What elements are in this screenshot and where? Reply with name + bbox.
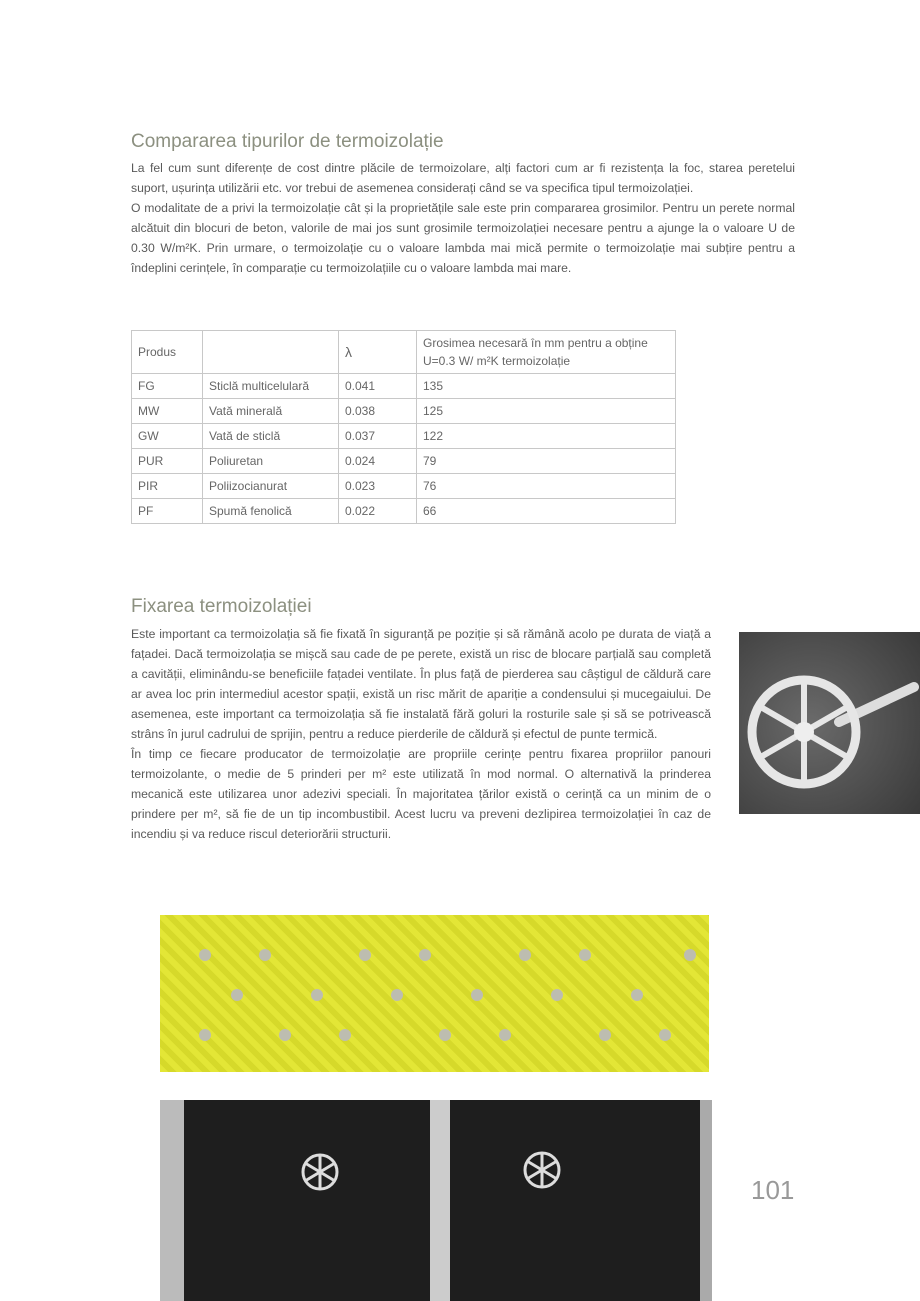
table-cell: 0.041 [339, 374, 417, 399]
fixing-dot [279, 1029, 291, 1041]
table-cell: 0.037 [339, 424, 417, 449]
fixing-dot [551, 989, 563, 1001]
fixings-dots [160, 915, 709, 1072]
header-cell: λ [339, 331, 417, 374]
fixing-dot [391, 989, 403, 1001]
fixing-dot [519, 949, 531, 961]
anchor-icon [739, 632, 920, 814]
table-cell: 76 [417, 474, 676, 499]
paragraph: O modalitate de a privi la termoizolație cât și la proprietățile sale este prin compararea grosimilor. Pentru un perete normal alcătuit din blocuri de beton, valorile de mai jos sunt grosimile termoizolației necesare pentru a ajunge la o valoare U de 0.30 W/m²K. Prin urmare, o termoizolație cu o valoare lambda mai mică permite o termoizolație mai subțire pentru a îndeplini cerințele, în comparație cu termoizolațiile cu o valoare lambda mai mare. [131, 201, 795, 275]
paragraph: Este important ca termoizolația să fie fixată în siguranță pe poziție și să rămână acolo pe durata de viață a fațadei. Dacă termoizolația se mișcă sau cade de pe perete, există un risc de blocare parțială sau completă a cavității, eliminându-se beneficiile fațadei ventilate. În plus față de pierderea sau câștigul de căldură care ar avea loc prin intermediul acestor spații, există un risc mărit de apariție a condensului și mucegaiului. De asemenea, este important ca termoizolația să fie instalată fără goluri la rosturile sale și să se potrivească strâns în jurul cadrului de sprijin, pentru a reduce pierderile de căldură și efectul de punte termică. [131, 627, 711, 741]
fixing-dot [199, 949, 211, 961]
insulation-panels [160, 1100, 712, 1301]
fixing-dot [599, 1029, 611, 1041]
header-cell: Grosimea necesară în mm pentru a obține U=0.3 W/ m²K termoizolație [417, 331, 676, 374]
fixing-dot [199, 1029, 211, 1041]
black-insulation-photo [160, 1100, 712, 1301]
table-cell: MW [132, 399, 203, 424]
section-body [131, 624, 711, 844]
fixing-dot [439, 1029, 451, 1041]
table-row [132, 399, 676, 424]
table-cell: 122 [417, 424, 676, 449]
fixing-dot [659, 1029, 671, 1041]
table-row [132, 474, 676, 499]
table-cell: Sticlă multicelulară [203, 374, 339, 399]
yellow-insulation-photo [160, 915, 709, 1072]
table-cell: Poliizocianurat [203, 474, 339, 499]
table-cell: Spumă fenolică [203, 499, 339, 524]
table-cell: Vată de sticlă [203, 424, 339, 449]
insulation-anchor-photo [739, 632, 920, 814]
fixing-dot [684, 949, 696, 961]
table-cell: GW [132, 424, 203, 449]
section-title: Fixarea termoizolației [131, 596, 312, 617]
table-cell: PF [132, 499, 203, 524]
section-body [131, 158, 795, 278]
table-cell: FG [132, 374, 203, 399]
paragraph: În timp ce fiecare producator de termoizolație are propriile cerințe pentru fixarea propriilor panouri termoizolante, o medie de 5 prinderi per m² este utilizată în mod normal. O alternativă la prinderea mecanică este utilizarea unor adezivi speciali. În majoritatea țărilor există o cerință ca un minim de o prindere per m², să fie de un tip incombustibil. Acest lucru va preveni dezlipirea termoizolației în caz de incendiu și va reduce riscul deteriorării structurii. [131, 747, 711, 841]
table-row [132, 499, 676, 524]
table-row [132, 374, 676, 399]
table-row [132, 424, 676, 449]
header-cell: Produs [132, 331, 203, 374]
fixing-dot [311, 989, 323, 1001]
fixing-dot [359, 949, 371, 961]
table-header-row [132, 331, 676, 374]
fixing-dot [499, 1029, 511, 1041]
insulation-table [131, 330, 676, 524]
table-cell: PUR [132, 449, 203, 474]
fixing-dot [471, 989, 483, 1001]
fixing-dot [231, 989, 243, 1001]
table-cell: Poliuretan [203, 449, 339, 474]
table-cell: Vată minerală [203, 399, 339, 424]
section-title: Compararea tipurilor de termoizolație [131, 131, 444, 152]
table-cell: 0.022 [339, 499, 417, 524]
table-row [132, 449, 676, 474]
page-number: 101 [751, 1175, 795, 1205]
fixing-dot [631, 989, 643, 1001]
header-cell [203, 331, 339, 374]
fixing-dot [259, 949, 271, 961]
fixing-dot [579, 949, 591, 961]
table-cell: 0.023 [339, 474, 417, 499]
fixing-dot [339, 1029, 351, 1041]
table-cell: 79 [417, 449, 676, 474]
table-cell: 135 [417, 374, 676, 399]
fixing-dot [419, 949, 431, 961]
table-cell: PIR [132, 474, 203, 499]
table-cell: 0.038 [339, 399, 417, 424]
paragraph: La fel cum sunt diferențe de cost dintre plăcile de termoizolare, alți factori cum ar fi rezistența la foc, starea peretelui suport, ușurința utilizării etc. vor trebui de asemenea considerați când se va specifica tipul termoizolației. [131, 161, 795, 195]
table-cell: 125 [417, 399, 676, 424]
table-cell: 66 [417, 499, 676, 524]
table-cell: 0.024 [339, 449, 417, 474]
